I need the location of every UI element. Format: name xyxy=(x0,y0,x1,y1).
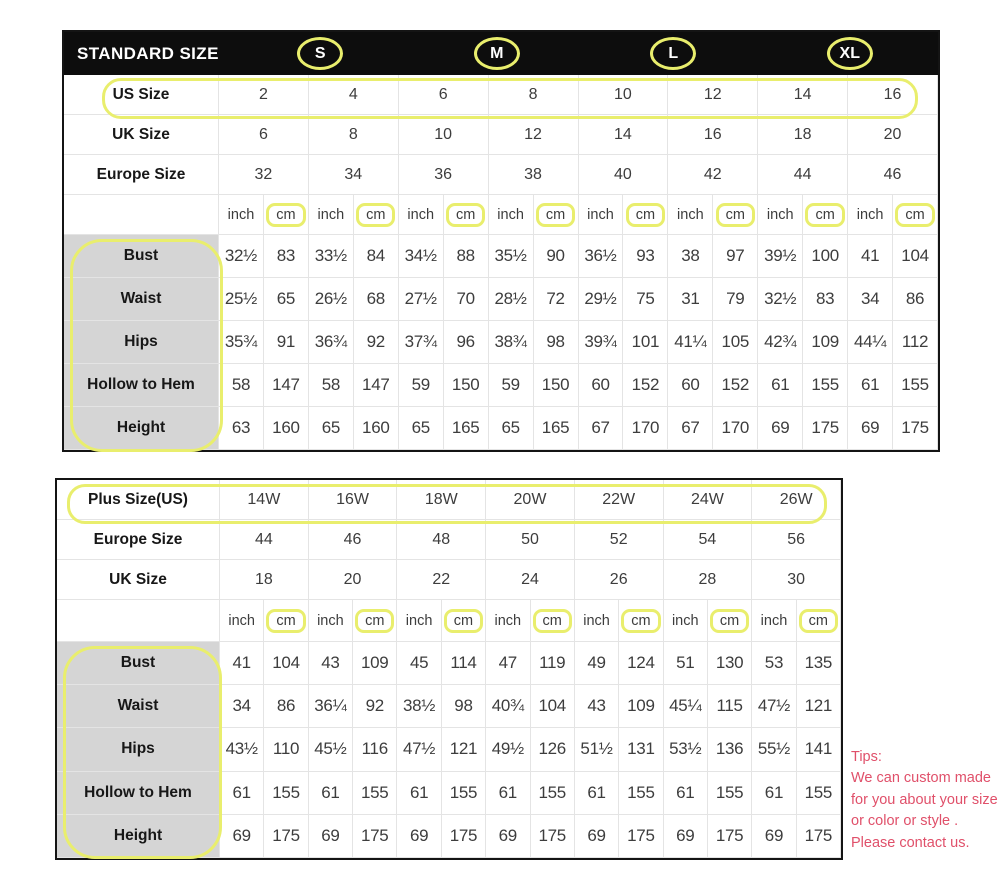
measure-value-cell: 29½ xyxy=(579,278,624,321)
cm-highlight-box: cm xyxy=(355,609,394,633)
measure-value-cell: 155 xyxy=(708,772,752,815)
size-value-cell: 24 xyxy=(486,560,575,600)
measure-value-cell: 69 xyxy=(309,815,353,858)
plus-size-grid xyxy=(57,480,841,858)
measure-value-cell: 59 xyxy=(399,364,444,407)
measure-value-cell: 28½ xyxy=(489,278,534,321)
size-value-cell: 38 xyxy=(489,155,579,195)
measure-value-cell: 27½ xyxy=(399,278,444,321)
measure-value-cell: 97 xyxy=(713,235,758,278)
unit-inch-label: inch xyxy=(848,195,893,235)
measure-value-cell: 175 xyxy=(797,815,841,858)
size-value-cell: 16 xyxy=(848,75,938,115)
measure-value-cell: 104 xyxy=(264,642,308,685)
cm-highlight-box: cm xyxy=(536,203,575,227)
size-value-cell: 12 xyxy=(489,115,579,155)
size-value-cell: 18 xyxy=(758,115,848,155)
size-value-cell: 2 xyxy=(219,75,309,115)
unit-inch-label: inch xyxy=(397,600,441,642)
measure-value-cell: 104 xyxy=(893,235,938,278)
measure-value-cell: 35½ xyxy=(489,235,534,278)
measure-value-cell: 58 xyxy=(309,364,354,407)
measure-value-cell: 79 xyxy=(713,278,758,321)
measure-value-cell: 124 xyxy=(619,642,663,685)
size-letter-badges xyxy=(232,32,938,75)
cm-highlight-box: cm xyxy=(446,203,485,227)
measure-value-cell: 69 xyxy=(664,815,708,858)
unit-row-empty-label xyxy=(57,600,220,642)
row-label-bust: Bust xyxy=(64,235,219,278)
unit-cm-label xyxy=(354,195,399,235)
row-label-uk-size: UK Size xyxy=(57,560,220,600)
measure-value-cell: 150 xyxy=(534,364,579,407)
measure-value-cell: 91 xyxy=(264,321,309,364)
measure-value-cell: 175 xyxy=(893,407,938,450)
measure-value-cell: 51 xyxy=(664,642,708,685)
size-value-cell: 4 xyxy=(309,75,399,115)
cm-highlight-box: cm xyxy=(266,203,305,227)
measure-value-cell: 147 xyxy=(264,364,309,407)
measure-value-cell: 96 xyxy=(444,321,489,364)
measure-value-cell: 114 xyxy=(442,642,486,685)
measure-value-cell: 84 xyxy=(354,235,399,278)
measure-value-cell: 141 xyxy=(797,728,841,771)
unit-cm-label xyxy=(444,195,489,235)
measure-value-cell: 43 xyxy=(309,642,353,685)
size-value-cell: 36 xyxy=(399,155,489,195)
measure-value-cell: 155 xyxy=(797,772,841,815)
measure-value-cell: 41 xyxy=(220,642,264,685)
size-value-cell: 16 xyxy=(668,115,758,155)
row-label-us-size: US Size xyxy=(64,75,219,115)
row-label-europe-size: Europe Size xyxy=(57,520,220,560)
measure-value-cell: 105 xyxy=(713,321,758,364)
measure-value-cell: 58 xyxy=(219,364,264,407)
measure-value-cell: 121 xyxy=(442,728,486,771)
measure-value-cell: 45½ xyxy=(309,728,353,771)
size-value-cell: 42 xyxy=(668,155,758,195)
row-label-height: Height xyxy=(64,407,219,450)
unit-row-empty-label xyxy=(64,195,219,235)
measure-value-cell: 136 xyxy=(708,728,752,771)
measure-value-cell: 175 xyxy=(442,815,486,858)
size-value-cell: 22 xyxy=(397,560,486,600)
measure-value-cell: 92 xyxy=(353,685,397,728)
badge-slot xyxy=(409,32,586,75)
unit-cm-label xyxy=(353,600,397,642)
unit-cm-label xyxy=(623,195,668,235)
tips-title: Tips: xyxy=(851,749,882,765)
measure-value-cell: 51½ xyxy=(575,728,619,771)
measure-value-cell: 86 xyxy=(893,278,938,321)
measure-value-cell: 37¾ xyxy=(399,321,444,364)
measure-value-cell: 61 xyxy=(575,772,619,815)
size-value-cell: 14 xyxy=(758,75,848,115)
measure-value-cell: 155 xyxy=(803,364,848,407)
measure-value-cell: 160 xyxy=(354,407,399,450)
row-label-hips: Hips xyxy=(64,321,219,364)
measure-value-cell: 165 xyxy=(444,407,489,450)
row-label-hollow-to-hem: Hollow to Hem xyxy=(64,364,219,407)
size-badge-xl: XL xyxy=(827,37,873,70)
measure-value-cell: 36½ xyxy=(579,235,624,278)
measure-value-cell: 150 xyxy=(444,364,489,407)
measure-value-cell: 63 xyxy=(219,407,264,450)
measure-value-cell: 100 xyxy=(803,235,848,278)
unit-inch-label: inch xyxy=(220,600,264,642)
unit-cm-label xyxy=(713,195,758,235)
unit-inch-label: inch xyxy=(309,600,353,642)
size-value-cell: 52 xyxy=(575,520,664,560)
measure-value-cell: 155 xyxy=(619,772,663,815)
measure-value-cell: 32½ xyxy=(758,278,803,321)
unit-inch-label: inch xyxy=(486,600,530,642)
measure-value-cell: 98 xyxy=(534,321,579,364)
row-label-plus-size-us: Plus Size(US) xyxy=(57,480,220,520)
measure-value-cell: 34 xyxy=(848,278,893,321)
size-value-cell: 10 xyxy=(579,75,669,115)
cm-highlight-box: cm xyxy=(444,609,483,633)
measure-value-cell: 88 xyxy=(444,235,489,278)
measure-value-cell: 155 xyxy=(353,772,397,815)
measure-value-cell: 170 xyxy=(623,407,668,450)
measure-value-cell: 115 xyxy=(708,685,752,728)
cm-highlight-box: cm xyxy=(710,609,749,633)
unit-inch-label: inch xyxy=(752,600,796,642)
size-badge-l: L xyxy=(650,37,696,70)
size-value-cell: 40 xyxy=(579,155,669,195)
standard-size-grid xyxy=(64,75,938,450)
measure-value-cell: 69 xyxy=(220,815,264,858)
unit-inch-label: inch xyxy=(219,195,264,235)
measure-value-cell: 61 xyxy=(848,364,893,407)
unit-cm-label xyxy=(619,600,663,642)
measure-value-cell: 35¾ xyxy=(219,321,264,364)
size-badge-m: M xyxy=(474,37,520,70)
unit-cm-label xyxy=(264,195,309,235)
measure-value-cell: 53½ xyxy=(664,728,708,771)
measure-value-cell: 32½ xyxy=(219,235,264,278)
size-value-cell: 50 xyxy=(486,520,575,560)
measure-value-cell: 65 xyxy=(399,407,444,450)
measure-value-cell: 36¾ xyxy=(309,321,354,364)
measure-value-cell: 109 xyxy=(803,321,848,364)
unit-cm-label xyxy=(893,195,938,235)
measure-value-cell: 31 xyxy=(668,278,713,321)
size-value-cell: 26 xyxy=(575,560,664,600)
measure-value-cell: 116 xyxy=(353,728,397,771)
measure-value-cell: 49½ xyxy=(486,728,530,771)
measure-value-cell: 61 xyxy=(397,772,441,815)
measure-value-cell: 53 xyxy=(752,642,796,685)
measure-value-cell: 34½ xyxy=(399,235,444,278)
measure-value-cell: 155 xyxy=(893,364,938,407)
cm-highlight-box: cm xyxy=(356,203,395,227)
measure-value-cell: 65 xyxy=(309,407,354,450)
measure-value-cell: 61 xyxy=(309,772,353,815)
measure-value-cell: 60 xyxy=(668,364,713,407)
tips-note xyxy=(851,747,1000,854)
measure-value-cell: 25½ xyxy=(219,278,264,321)
measure-value-cell: 83 xyxy=(264,235,309,278)
measure-value-cell: 38½ xyxy=(397,685,441,728)
measure-value-cell: 61 xyxy=(758,364,803,407)
measure-value-cell: 101 xyxy=(623,321,668,364)
measure-value-cell: 104 xyxy=(531,685,575,728)
size-value-cell: 54 xyxy=(664,520,753,560)
measure-value-cell: 41 xyxy=(848,235,893,278)
size-value-cell: 20 xyxy=(309,560,398,600)
measure-value-cell: 175 xyxy=(531,815,575,858)
measure-value-cell: 175 xyxy=(803,407,848,450)
measure-value-cell: 33½ xyxy=(309,235,354,278)
cm-highlight-box: cm xyxy=(621,609,660,633)
unit-cm-label xyxy=(534,195,579,235)
size-value-cell: 32 xyxy=(219,155,309,195)
cm-highlight-box: cm xyxy=(895,203,934,227)
unit-cm-label xyxy=(531,600,575,642)
measure-value-cell: 49 xyxy=(575,642,619,685)
standard-table-header-bar xyxy=(64,32,938,75)
measure-value-cell: 39½ xyxy=(758,235,803,278)
measure-value-cell: 121 xyxy=(797,685,841,728)
row-label-hollow-to-hem: Hollow to Hem xyxy=(57,772,220,815)
badge-slot xyxy=(762,32,939,75)
measure-value-cell: 40¾ xyxy=(486,685,530,728)
measure-value-cell: 36¼ xyxy=(309,685,353,728)
measure-value-cell: 38 xyxy=(668,235,713,278)
size-value-cell: 6 xyxy=(399,75,489,115)
tips-line: We can custom made xyxy=(851,770,991,787)
measure-value-cell: 175 xyxy=(619,815,663,858)
cm-highlight-box: cm xyxy=(533,609,572,633)
size-value-cell: 44 xyxy=(758,155,848,195)
size-value-cell: 46 xyxy=(309,520,398,560)
unit-inch-label: inch xyxy=(309,195,354,235)
unit-cm-label xyxy=(803,195,848,235)
size-value-cell: 18W xyxy=(397,480,486,520)
measure-value-cell: 109 xyxy=(353,642,397,685)
badge-slot xyxy=(585,32,762,75)
unit-cm-label xyxy=(797,600,841,642)
measure-value-cell: 47½ xyxy=(397,728,441,771)
measure-value-cell: 90 xyxy=(534,235,579,278)
unit-inch-label: inch xyxy=(575,600,619,642)
size-value-cell: 16W xyxy=(309,480,398,520)
measure-value-cell: 69 xyxy=(752,815,796,858)
badge-slot xyxy=(232,32,409,75)
measure-value-cell: 160 xyxy=(264,407,309,450)
measure-value-cell: 175 xyxy=(353,815,397,858)
measure-value-cell: 147 xyxy=(354,364,399,407)
measure-value-cell: 69 xyxy=(397,815,441,858)
tips-line: for you about your size xyxy=(851,791,998,808)
row-label-hips: Hips xyxy=(57,728,220,771)
measure-value-cell: 69 xyxy=(848,407,893,450)
measure-value-cell: 126 xyxy=(531,728,575,771)
size-value-cell: 8 xyxy=(309,115,399,155)
measure-value-cell: 41¼ xyxy=(668,321,713,364)
measure-value-cell: 42¾ xyxy=(758,321,803,364)
measure-value-cell: 43½ xyxy=(220,728,264,771)
cm-highlight-box: cm xyxy=(799,609,838,633)
unit-inch-label: inch xyxy=(668,195,713,235)
size-value-cell: 30 xyxy=(752,560,841,600)
unit-inch-label: inch xyxy=(399,195,444,235)
row-label-europe-size: Europe Size xyxy=(64,155,219,195)
cm-highlight-box: cm xyxy=(626,203,665,227)
measure-value-cell: 135 xyxy=(797,642,841,685)
unit-cm-label xyxy=(442,600,486,642)
measure-value-cell: 61 xyxy=(752,772,796,815)
measure-value-cell: 170 xyxy=(713,407,758,450)
measure-value-cell: 98 xyxy=(442,685,486,728)
size-value-cell: 24W xyxy=(664,480,753,520)
measure-value-cell: 61 xyxy=(220,772,264,815)
unit-inch-label: inch xyxy=(489,195,534,235)
unit-inch-label: inch xyxy=(664,600,708,642)
standard-size-table xyxy=(62,30,940,452)
row-label-bust: Bust xyxy=(57,642,220,685)
standard-table-title: STANDARD SIZE xyxy=(77,43,219,63)
measure-value-cell: 65 xyxy=(489,407,534,450)
unit-inch-label: inch xyxy=(579,195,624,235)
measure-value-cell: 47 xyxy=(486,642,530,685)
measure-value-cell: 75 xyxy=(623,278,668,321)
measure-value-cell: 59 xyxy=(489,364,534,407)
plus-size-table xyxy=(55,478,843,860)
size-value-cell: 34 xyxy=(309,155,399,195)
size-value-cell: 22W xyxy=(575,480,664,520)
measure-value-cell: 45¼ xyxy=(664,685,708,728)
tips-line: Please contact us. xyxy=(851,834,970,851)
measure-value-cell: 130 xyxy=(708,642,752,685)
row-label-height: Height xyxy=(57,815,220,858)
size-value-cell: 28 xyxy=(664,560,753,600)
measure-value-cell: 165 xyxy=(534,407,579,450)
measure-value-cell: 65 xyxy=(264,278,309,321)
measure-value-cell: 55½ xyxy=(752,728,796,771)
measure-value-cell: 110 xyxy=(264,728,308,771)
measure-value-cell: 155 xyxy=(442,772,486,815)
measure-value-cell: 47½ xyxy=(752,685,796,728)
size-value-cell: 20 xyxy=(848,115,938,155)
size-value-cell: 8 xyxy=(489,75,579,115)
measure-value-cell: 70 xyxy=(444,278,489,321)
cm-highlight-box: cm xyxy=(805,203,844,227)
measure-value-cell: 44¼ xyxy=(848,321,893,364)
size-value-cell: 46 xyxy=(848,155,938,195)
measure-value-cell: 72 xyxy=(534,278,579,321)
size-value-cell: 14W xyxy=(220,480,309,520)
measure-value-cell: 39¾ xyxy=(579,321,624,364)
measure-value-cell: 69 xyxy=(486,815,530,858)
unit-cm-label xyxy=(708,600,752,642)
row-label-uk-size: UK Size xyxy=(64,115,219,155)
cm-highlight-box: cm xyxy=(716,203,755,227)
measure-value-cell: 175 xyxy=(264,815,308,858)
measure-value-cell: 83 xyxy=(803,278,848,321)
measure-value-cell: 68 xyxy=(354,278,399,321)
cm-highlight-box: cm xyxy=(266,609,305,633)
size-value-cell: 18 xyxy=(220,560,309,600)
measure-value-cell: 152 xyxy=(623,364,668,407)
size-badge-s: S xyxy=(297,37,343,70)
measure-value-cell: 67 xyxy=(579,407,624,450)
tips-line: or color or style . xyxy=(851,813,959,830)
size-value-cell: 6 xyxy=(219,115,309,155)
measure-value-cell: 67 xyxy=(668,407,713,450)
measure-value-cell: 93 xyxy=(623,235,668,278)
measure-value-cell: 86 xyxy=(264,685,308,728)
size-value-cell: 14 xyxy=(579,115,669,155)
measure-value-cell: 45 xyxy=(397,642,441,685)
size-value-cell: 20W xyxy=(486,480,575,520)
row-label-waist: Waist xyxy=(57,685,220,728)
size-value-cell: 44 xyxy=(220,520,309,560)
measure-value-cell: 61 xyxy=(486,772,530,815)
size-value-cell: 26W xyxy=(752,480,841,520)
measure-value-cell: 112 xyxy=(893,321,938,364)
size-value-cell: 48 xyxy=(397,520,486,560)
measure-value-cell: 175 xyxy=(708,815,752,858)
measure-value-cell: 43 xyxy=(575,685,619,728)
measure-value-cell: 69 xyxy=(575,815,619,858)
measure-value-cell: 61 xyxy=(664,772,708,815)
measure-value-cell: 131 xyxy=(619,728,663,771)
measure-value-cell: 34 xyxy=(220,685,264,728)
measure-value-cell: 155 xyxy=(264,772,308,815)
measure-value-cell: 38¾ xyxy=(489,321,534,364)
row-label-waist: Waist xyxy=(64,278,219,321)
measure-value-cell: 152 xyxy=(713,364,758,407)
measure-value-cell: 155 xyxy=(531,772,575,815)
size-value-cell: 12 xyxy=(668,75,758,115)
measure-value-cell: 60 xyxy=(579,364,624,407)
measure-value-cell: 26½ xyxy=(309,278,354,321)
measure-value-cell: 119 xyxy=(531,642,575,685)
measure-value-cell: 69 xyxy=(758,407,803,450)
size-value-cell: 56 xyxy=(752,520,841,560)
measure-value-cell: 109 xyxy=(619,685,663,728)
unit-inch-label: inch xyxy=(758,195,803,235)
unit-cm-label xyxy=(264,600,308,642)
measure-value-cell: 92 xyxy=(354,321,399,364)
size-value-cell: 10 xyxy=(399,115,489,155)
